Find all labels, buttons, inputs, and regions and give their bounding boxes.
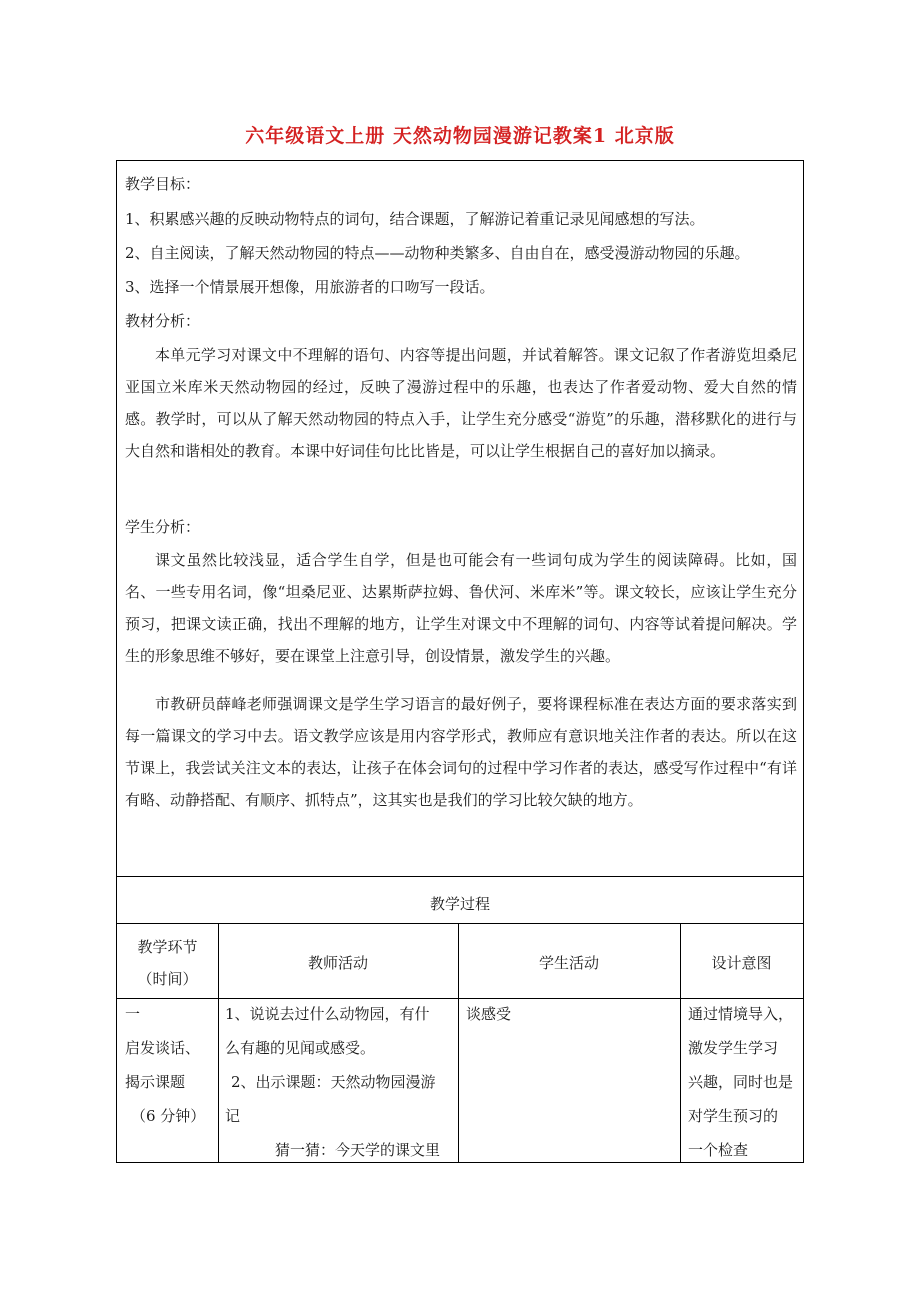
stage-cell-line: 一 <box>125 1005 141 1023</box>
teacher-cell-line: 2、出示课题：天然动物园漫游 <box>231 1073 436 1091</box>
material-analysis-heading: 教材分析： <box>125 312 201 330</box>
lesson-plan-table <box>116 160 804 1163</box>
teacher-cell-line: 1、说说去过什么动物园，有什 <box>225 1005 430 1023</box>
intent-cell-line: 兴趣，同时也是 <box>688 1073 794 1091</box>
intent-cell-line: 对学生预习的 <box>688 1107 779 1125</box>
table-divider <box>117 923 803 924</box>
student-analysis-paragraph: 市教研员薛峰老师强调课文是学生学习语言的最好例子，要将课程标准在表达方面的要求落实到每一篇课文的学习中去。语文教学应该是用内容学形式，教师应有意识地关注作者的表达。所以在这节课上，我尝试关注文本的表达，让孩子在体会词句的过程中学习作者的表达，感受写作过程中“有详有略、动静搭配、有顺序、抓特点”，这其实也是我们的学习比较欠缺的地方。 <box>125 695 797 809</box>
student-analysis-heading: 学生分析： <box>125 518 201 536</box>
teacher-cell-line: 记 <box>225 1107 241 1125</box>
intent-cell-line: 激发学生学习 <box>688 1039 779 1057</box>
stage-cell-line: 揭示课题 <box>125 1073 186 1091</box>
objective-item: 2、自主阅读，了解天然动物园的特点——动物种类繁多、自由自在，感受漫游动物园的乐趣。 <box>125 244 750 262</box>
intent-cell-line: 通过情境导入， <box>688 1005 794 1023</box>
objective-item: 3、选择一个情景展开想像，用旅游者的口吻写一段话。 <box>125 278 495 296</box>
col-header-teacher: 教师活动 <box>307 954 368 972</box>
col-header-student: 学生活动 <box>538 954 599 972</box>
student-analysis-paragraph: 课文虽然比较浅显，适合学生自学，但是也可能会有一些词句成为学生的阅读障碍。比如，国名、一些专用名词，像“坦桑尼亚、达累斯萨拉姆、鲁伏河、米库米”等。课文较长，应该让学生充分预习，把课文读正确，找出不理解的地方，让学生对课文中不理解的词句、内容等试着提问解决。学生的形象思维不够好，要在课堂上注意引导，创设情景，激发学生的兴趣。 <box>125 551 797 665</box>
table-divider <box>117 876 803 877</box>
objectives-heading: 教学目标： <box>125 175 201 193</box>
teacher-cell-line: 猜一猜：今天学的课文里 <box>275 1141 441 1159</box>
table-divider <box>117 998 803 999</box>
process-heading: 教学过程 <box>429 895 490 913</box>
objective-item: 1、积累感兴趣的反映动物特点的词句，结合课题，了解游记着重记录见闻感想的写法。 <box>125 210 705 228</box>
col-header-time: （时间） <box>137 970 198 988</box>
intent-cell-line: 一个检查 <box>688 1141 749 1159</box>
material-analysis-text: 本单元学习对课文中不理解的语句、内容等提出问题，并试着解答。课文记叙了作者游览坦桑尼亚国立米库米天然动物园的经过，反映了漫游过程中的乐趣，也表达了作者爱动物、爱大自然的情感。教学时，可以从了解天然动物园的特点入手，让学生充分感受“游览”的乐趣，潜移默化的进行与大自然和谐相处的教育。本课中好词佳句比比皆是，可以让学生根据自己的喜好加以摘录。 <box>125 346 797 460</box>
stage-cell-line: （6 分钟） <box>131 1107 206 1125</box>
document-title: 六年级语文上册 天然动物园漫游记教案1 北京版 <box>245 125 675 147</box>
student-cell: 谈感受 <box>466 1005 512 1023</box>
col-header-intent: 设计意图 <box>711 954 772 972</box>
col-header-stage: 教学环节 <box>137 938 198 956</box>
stage-cell-line: 启发谈话、 <box>125 1039 201 1057</box>
teacher-cell-line: 么有趣的见闻或感受。 <box>225 1039 376 1057</box>
